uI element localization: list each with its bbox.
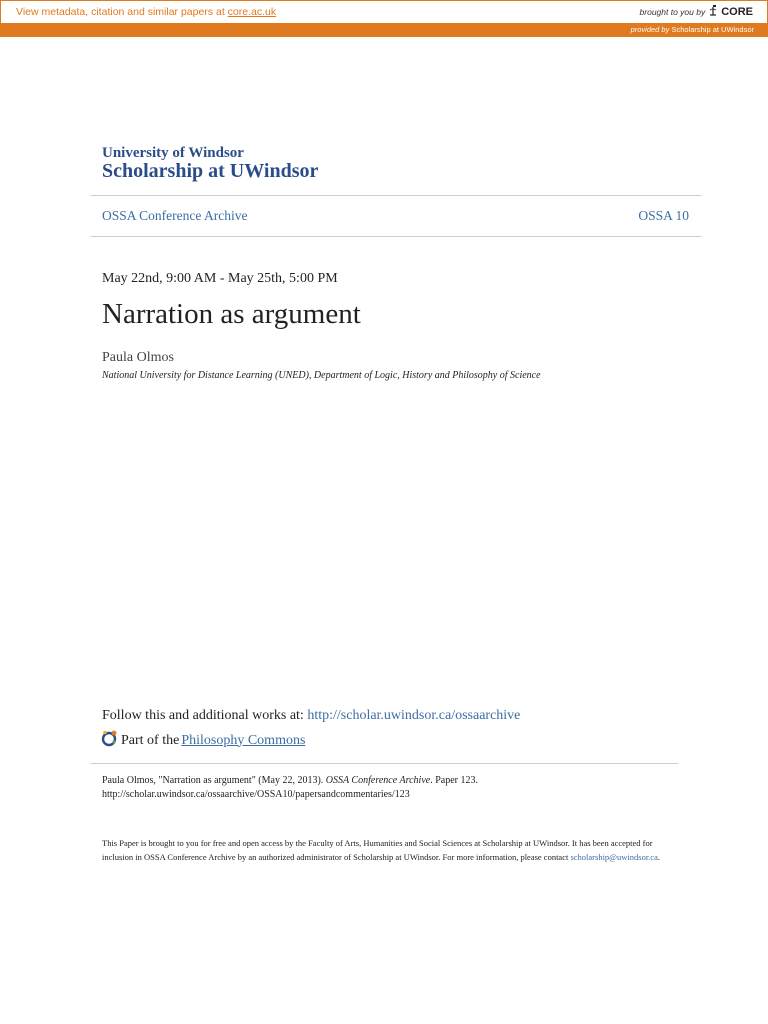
- notice-text: This Paper is brought to you for free and open access by the Faculty of Arts, Humanities and Social Sciences at Scholarship at UWindsor. It has been accepted for inclusion in OSSA Conference Archive by an authorized administrator of Scholarship at UWindsor. For more information, please contact: [102, 838, 653, 862]
- notice-end: .: [657, 852, 660, 862]
- commons-network-icon: [101, 729, 119, 752]
- citation-journal: OSSA Conference Archive: [325, 775, 431, 786]
- author-affiliation: National University for Distance Learning (UNED), Department of Logic, History and Philosophy of Science: [102, 370, 541, 381]
- paper-title: Narration as argument: [102, 298, 361, 330]
- provided-by-bar: [0, 24, 768, 37]
- author-name: Paula Olmos: [102, 350, 174, 365]
- event-date-range: May 22nd, 9:00 AM - May 25th, 5:00 PM: [102, 271, 338, 286]
- citation-divider: [91, 763, 678, 764]
- part-of-label: Part of the: [121, 732, 180, 748]
- core-metadata-notice: [16, 6, 276, 18]
- header-divider-bottom: [91, 236, 701, 237]
- archive-url-link[interactable]: http://scholar.uwindsor.ca/ossaarchive: [307, 708, 521, 723]
- citation-part2: . Paper 123.: [430, 775, 478, 786]
- core-view-text: View metadata, citation and similar papers at: [16, 6, 228, 18]
- core-brought-by: [640, 4, 753, 19]
- repository-name[interactable]: Scholarship at UWindsor: [102, 160, 319, 182]
- contact-email-link[interactable]: scholarship@uwindsor.ca: [570, 852, 658, 862]
- follow-line: [102, 708, 520, 724]
- citation-url: http://scholar.uwindsor.ca/ossaarchive/OSSA10/papersandcommentaries/123: [102, 789, 410, 800]
- philosophy-commons-link[interactable]: Philosophy Commons: [181, 732, 306, 748]
- header-divider-top: [91, 195, 701, 196]
- core-logo-icon[interactable]: [708, 4, 718, 19]
- provided-by-text: [631, 25, 754, 34]
- provided-by-prefix: provided by: [630, 25, 670, 34]
- institution-name[interactable]: University of Windsor: [102, 145, 244, 161]
- core-logo[interactable]: CORE: [721, 5, 753, 18]
- follow-label: Follow this and additional works at:: [102, 708, 308, 723]
- provided-by-name: Scholarship at UWindsor: [671, 25, 754, 34]
- volume-link[interactable]: OSSA 10: [638, 208, 689, 223]
- recommended-citation: [102, 774, 478, 802]
- access-notice: [102, 836, 672, 864]
- collection-link[interactable]: OSSA Conference Archive: [102, 208, 248, 223]
- citation-part1: Paula Olmos, "Narration as argument" (May 22, 2013).: [102, 775, 326, 786]
- core-banner: [0, 0, 768, 24]
- brought-to-you-text: brought to you by: [639, 6, 706, 17]
- part-of-line: [101, 729, 305, 752]
- core-link[interactable]: core.ac.uk: [227, 6, 277, 18]
